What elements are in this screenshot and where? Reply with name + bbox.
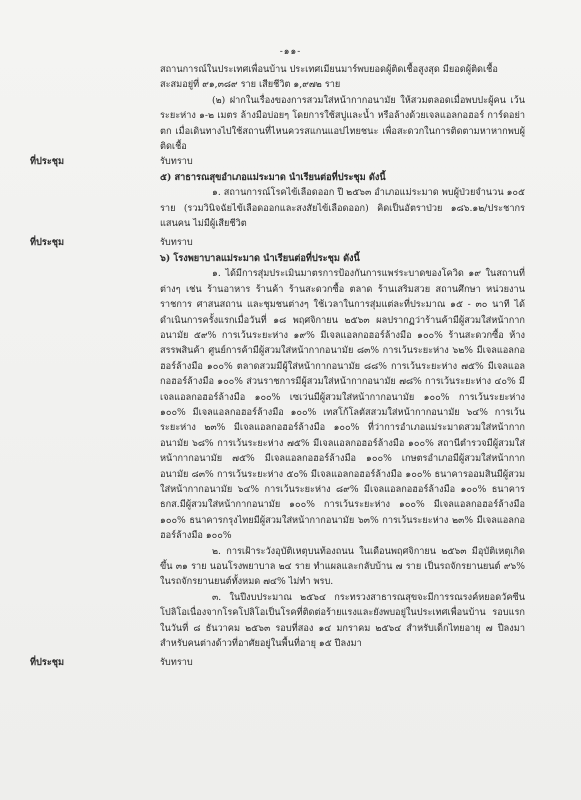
- meeting-label: ที่ประชุม: [30, 156, 65, 168]
- meeting-label: ที่ประชุม: [30, 657, 65, 669]
- page-number: -๑๑-: [279, 47, 302, 57]
- meeting-ack-row-3: [30, 655, 525, 670]
- ack-text: รับทราบ: [160, 237, 193, 249]
- section-6-body: [70, 266, 525, 651]
- section-6-paragraph-3: ๓. ในปีงบประมาณ ๒๕๖๔ กระทรวงสาธารณสุขจะมีการรณรงค์หยอดวัคซีนโปลิโอเนื่องจากโรคโปลิโอเป็นโรคที่ติดต่อร้ายแรงและยังพบอยู่ในประเทศเพื่อนบ้าน รอบแรกในวันที่ ๘ ธันวาคม ๒๕๖๓ รอบที่สอง ๑๔ มกราคม ๒๕๖๔ สำหรับเด็กไทยอายุ ๗ ปีลงมา สำหรับคนต่างด้าวที่อาศัยอยู่ในพื้นที่อายุ ๑๕ ปีลงมา: [160, 591, 525, 650]
- document-body: [30, 62, 525, 671]
- ack-text: รับทราบ: [160, 156, 193, 168]
- section-6-paragraph-2: ๒. การเฝ้าระวังอุบัติเหตุบนท้องถนน ในเดือนพฤศจิกายน ๒๕๖๓ มีอุบัติเหตุเกิดขึ้น ๓๑ ราย นอนโรงพยาบาล ๒๔ ราย ทำแผลและกลับบ้าน ๗ ราย เป็นรถจักรยานยนต์ ๙๖% ในรถจักรยานยนต์ทั้งหมด ๗๔% ไม่ทำ พรบ.: [160, 545, 525, 588]
- meeting-ack-row-2: [30, 235, 525, 250]
- item-2-paragraph: (๒) ฝากในเรื่องของการสวมใส่หน้ากากอนามัย ให้สวมตลอดเมื่อพบปะผู้คน เว้นระยะห่าง ๑-๒ เมตร ล้างมือบ่อยๆ โดยการใช้สบู่และน้ำ หรือล้างด้วยเจลแอลกอฮอร์ การ์ดอย่าตก เมื่อเดินทางไปใช้สถานที่ไหนควรสแกนแอปไทยชนะ เพื่อสะดวกในการติดตามหาหากพบผู้ติดเชื้อ: [160, 94, 525, 153]
- section-5-paragraph-1: ๑. สถานการณ์โรคไข้เลือดออก ปี ๒๕๖๓ อำเภอแม่ระมาด พบผู้ป่วยจำนวน ๑๐๕ ราย (รวมวินิจฉัยไข้เลือดออกและสงสัยไข้เลือดออก) คิดเป็นอัตราป่วย ๑๘๖.๑๒/ประชากรแสนคน ไม่มีผู้เสียชีวิต: [160, 187, 525, 230]
- section-6-paragraph-1: ๑. ได้มีการสุ่มประเมินมาตรการป้องกันการแพร่ระบาดของโควิด ๑๙ ในสถานที่ต่างๆ เช่น ร้านอาหาร ร้านค้า ร้านสะดวกซื้อ ตลาด ร้านเสริมสวย สถานศึกษา หน่วยงานราชการ ศาสนสถาน และชุมชนต่างๆ ใช้เวลาในการสุ่มแต่ละที่ประมาณ ๑๕ - ๓๐ นาที ได้ดำเนินการครั้งแรกเมื่อวันที่ ๑๘ พฤศจิกายน ๒๕๖๓ ผลปรากฏว่าร้านค้ามีผู้สวมใส่หน้ากากอนามัย ๕๙% การเว้นระยะห่าง ๑๙% มีเจลแอลกอฮอร์ล้างมือ ๑๐๐% ร้านสะดวกซื้อ ห้างสรรพสินค้า ศูนย์การค้ามีผู้สวมใส่หน้ากากอนามัย ๘๓% การเว้นระยะห่าง ๖๒% มีเจลแอลกอฮอร์ล้างมือ ๑๐๐% ตลาดสวมมีผู้ใส่หน้ากากอนามัย ๘๘% การเว้นระยะห่าง ๗๕% มีเจลแอลกอฮอร์ล้างมือ ๑๐๐% ส่วนราชการมีผู้สวมใส่หน้ากากอนามัย ๗๘% การเว้นระยะห่าง ๔๐% มีเจลแอลกอฮอร์ล้างมือ ๑๐๐% เซเว่นมีผู้สวมใส่หน้ากากอนามัย ๑๐๐% การเว้นระยะห่าง ๑๐๐% มีเจลแอลกอฮอร์ล้างมือ ๑๐๐% เทสโก้โลตัสสวมใส่หน้ากากอนามัย ๖๔% การเว้นระยะห่าง ๒๓% มีเจลแอลกอฮอร์ล้างมือ ๑๐๐% ที่ว่าการอำเภอแม่ระมาดสวมใส่หน้ากากอนามัย ๖๘% การเว้นระยะห่าง ๗๕% มีเจลแอลกอฮอร์ล้างมือ ๑๐๐% สถานีตำรวจมีผู้สวมใส่หน้ากากอนามัย ๗๕% มีเจลแอลกอฮอร์ล้างมือ ๑๐๐% เกษตรอำเภอมีผู้สวมใส่หน้ากากอนามัย ๘๓% การเว้นระยะห่าง ๕๐% มีเจลแอลกอฮอร์ล้างมือ ๑๐๐% ธนาคารออมสินมีผู้สวมใส่หน้ากากอนามัย ๖๔% การเว้นระยะห่าง ๘๙% มีเจลแอลกอฮอร์ล้างมือ ๑๐๐% ธนาคาร ธกส.มีผู้สวมใส่หน้ากากอนามัย ๑๐๐% การเว้นระยะห่าง ๑๐๐% มีเจลแอลกอฮอร์ล้างมือ ๑๐๐% ธนาคารกรุงไทยมีผู้สวมใส่หน้ากากอนามัย ๖๓% การเว้นระยะห่าง ๒๓% มีเจลแอลกอฮอร์ล้างมือ ๑๐๐%: [160, 268, 525, 542]
- meeting-label: ที่ประชุม: [30, 237, 65, 249]
- section-5-heading: ๕) สาธารณสุขอำเภอแม่ระมาด นำเรียนต่อที่ประชุม ดังนี้: [160, 171, 386, 183]
- intro-line-1: สถานการณ์ในประเทศเพื่อนบ้าน ประเทศเมียนมาร์พบยอดผู้ติดเชื้อสูงสุด มียอดผู้ติดเชื้อ: [160, 64, 498, 75]
- intro-block: [70, 62, 525, 154]
- meeting-ack-row-1: [30, 154, 525, 169]
- section-5-body: [70, 185, 525, 231]
- intro-line-2: สะสมอยู่ที่ ๙๑,๓๘๙ ราย เสียชีวิต ๑,๙๗๒ ราย: [160, 79, 341, 91]
- ack-text: รับทราบ: [160, 657, 193, 669]
- section-6-heading: ๖) โรงพยาบาลแม่ระมาด นำเรียนต่อที่ประชุม ดังนี้: [160, 252, 360, 264]
